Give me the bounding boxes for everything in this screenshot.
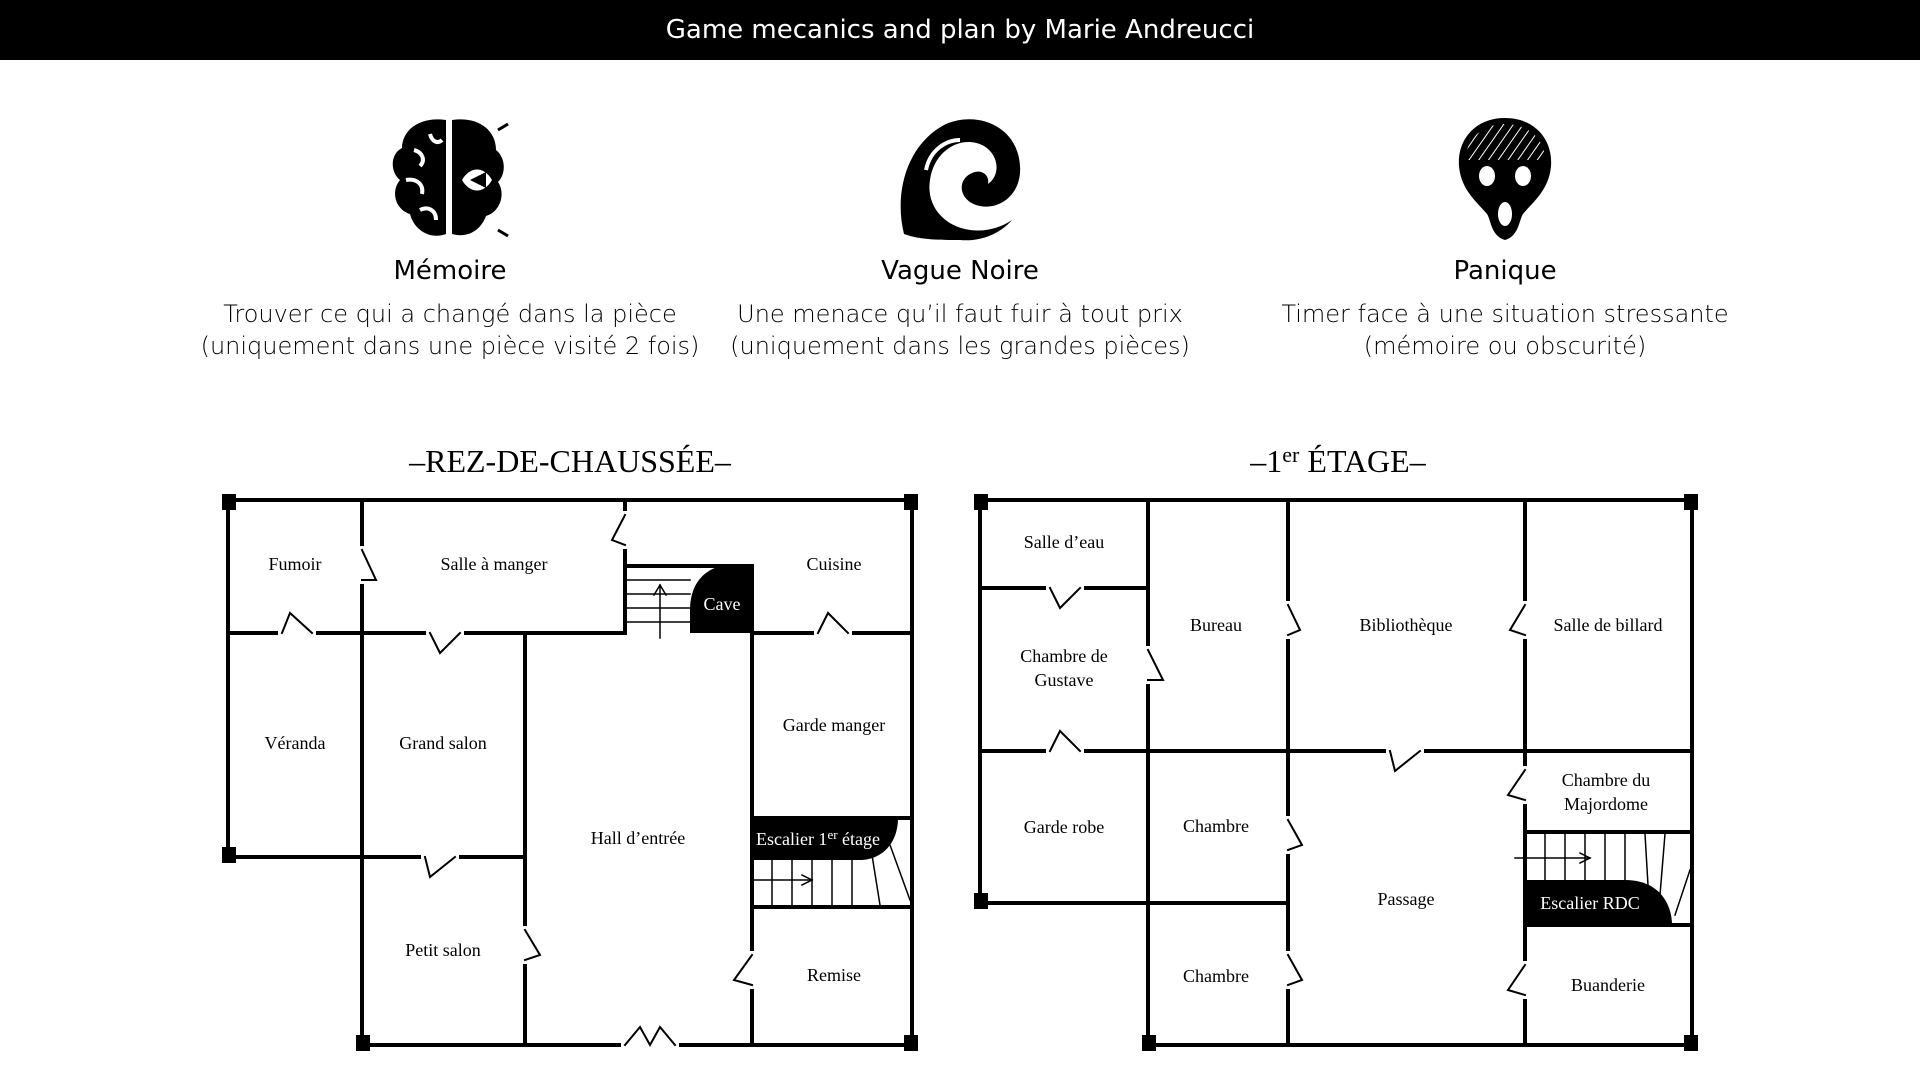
room-bibliotheque: Bibliothèque	[1359, 615, 1453, 635]
room-passage: Passage	[1377, 889, 1435, 909]
room-fumoir: Fumoir	[268, 554, 322, 574]
room-chambre-majordome-line2: Majordome	[1564, 794, 1648, 814]
mechanic-description-note: (mémoire ou obscurité)	[1363, 332, 1647, 360]
mechanic-description: Une menace qu’il faut fuir à tout prix	[737, 300, 1183, 328]
mechanic-description-note: (uniquement dans les grandes pièces)	[730, 332, 1190, 360]
room-cuisine: Cuisine	[806, 554, 862, 574]
credit-text: Game mecanics and plan by Marie Andreucci	[665, 15, 1255, 45]
room-chambre-1: Chambre	[1183, 816, 1249, 836]
room-bureau: Bureau	[1190, 615, 1242, 635]
room-garde-manger: Garde manger	[782, 715, 886, 735]
room-salle-billard: Salle de billard	[1553, 615, 1663, 635]
mechanic-description: Trouver ce qui a changé dans la pièce	[223, 300, 677, 328]
room-veranda: Véranda	[264, 733, 326, 753]
room-garde-robe: Garde robe	[1023, 817, 1105, 837]
room-chambre-majordome: Chambre du	[1561, 770, 1651, 790]
ground-floor-title: –REZ-DE-CHAUSSÉE–	[409, 443, 731, 479]
room-escalier-rdc: Escalier RDC	[1540, 893, 1640, 913]
room-salle-deau: Salle d’eau	[1023, 532, 1105, 552]
first-floor-title: –1er ÉTAGE–	[1250, 442, 1426, 479]
mechanic-description-note: (uniquement dans une pièce visité 2 fois)	[200, 332, 700, 360]
room-grand-salon: Grand salon	[399, 733, 487, 753]
room-remise: Remise	[807, 965, 861, 985]
room-salle-a-manger: Salle à manger	[440, 554, 548, 574]
room-escalier: Escalier 1er étage	[755, 827, 881, 849]
room-hall: Hall d’entrée	[590, 828, 686, 848]
mechanic-description: Timer face à une situation stressante	[1281, 300, 1729, 328]
mechanic-title: Mémoire	[393, 256, 507, 286]
room-cave: Cave	[703, 594, 741, 614]
mechanic-title: Panique	[1453, 256, 1557, 286]
room-chambre-2: Chambre	[1183, 966, 1249, 986]
room-chambre-gustave-line2: Gustave	[1034, 670, 1094, 690]
room-buanderie: Buanderie	[1571, 975, 1645, 995]
room-chambre-gustave: Chambre de	[1020, 646, 1108, 666]
room-petit-salon: Petit salon	[405, 940, 481, 960]
mechanic-title: Vague Noire	[881, 256, 1039, 286]
